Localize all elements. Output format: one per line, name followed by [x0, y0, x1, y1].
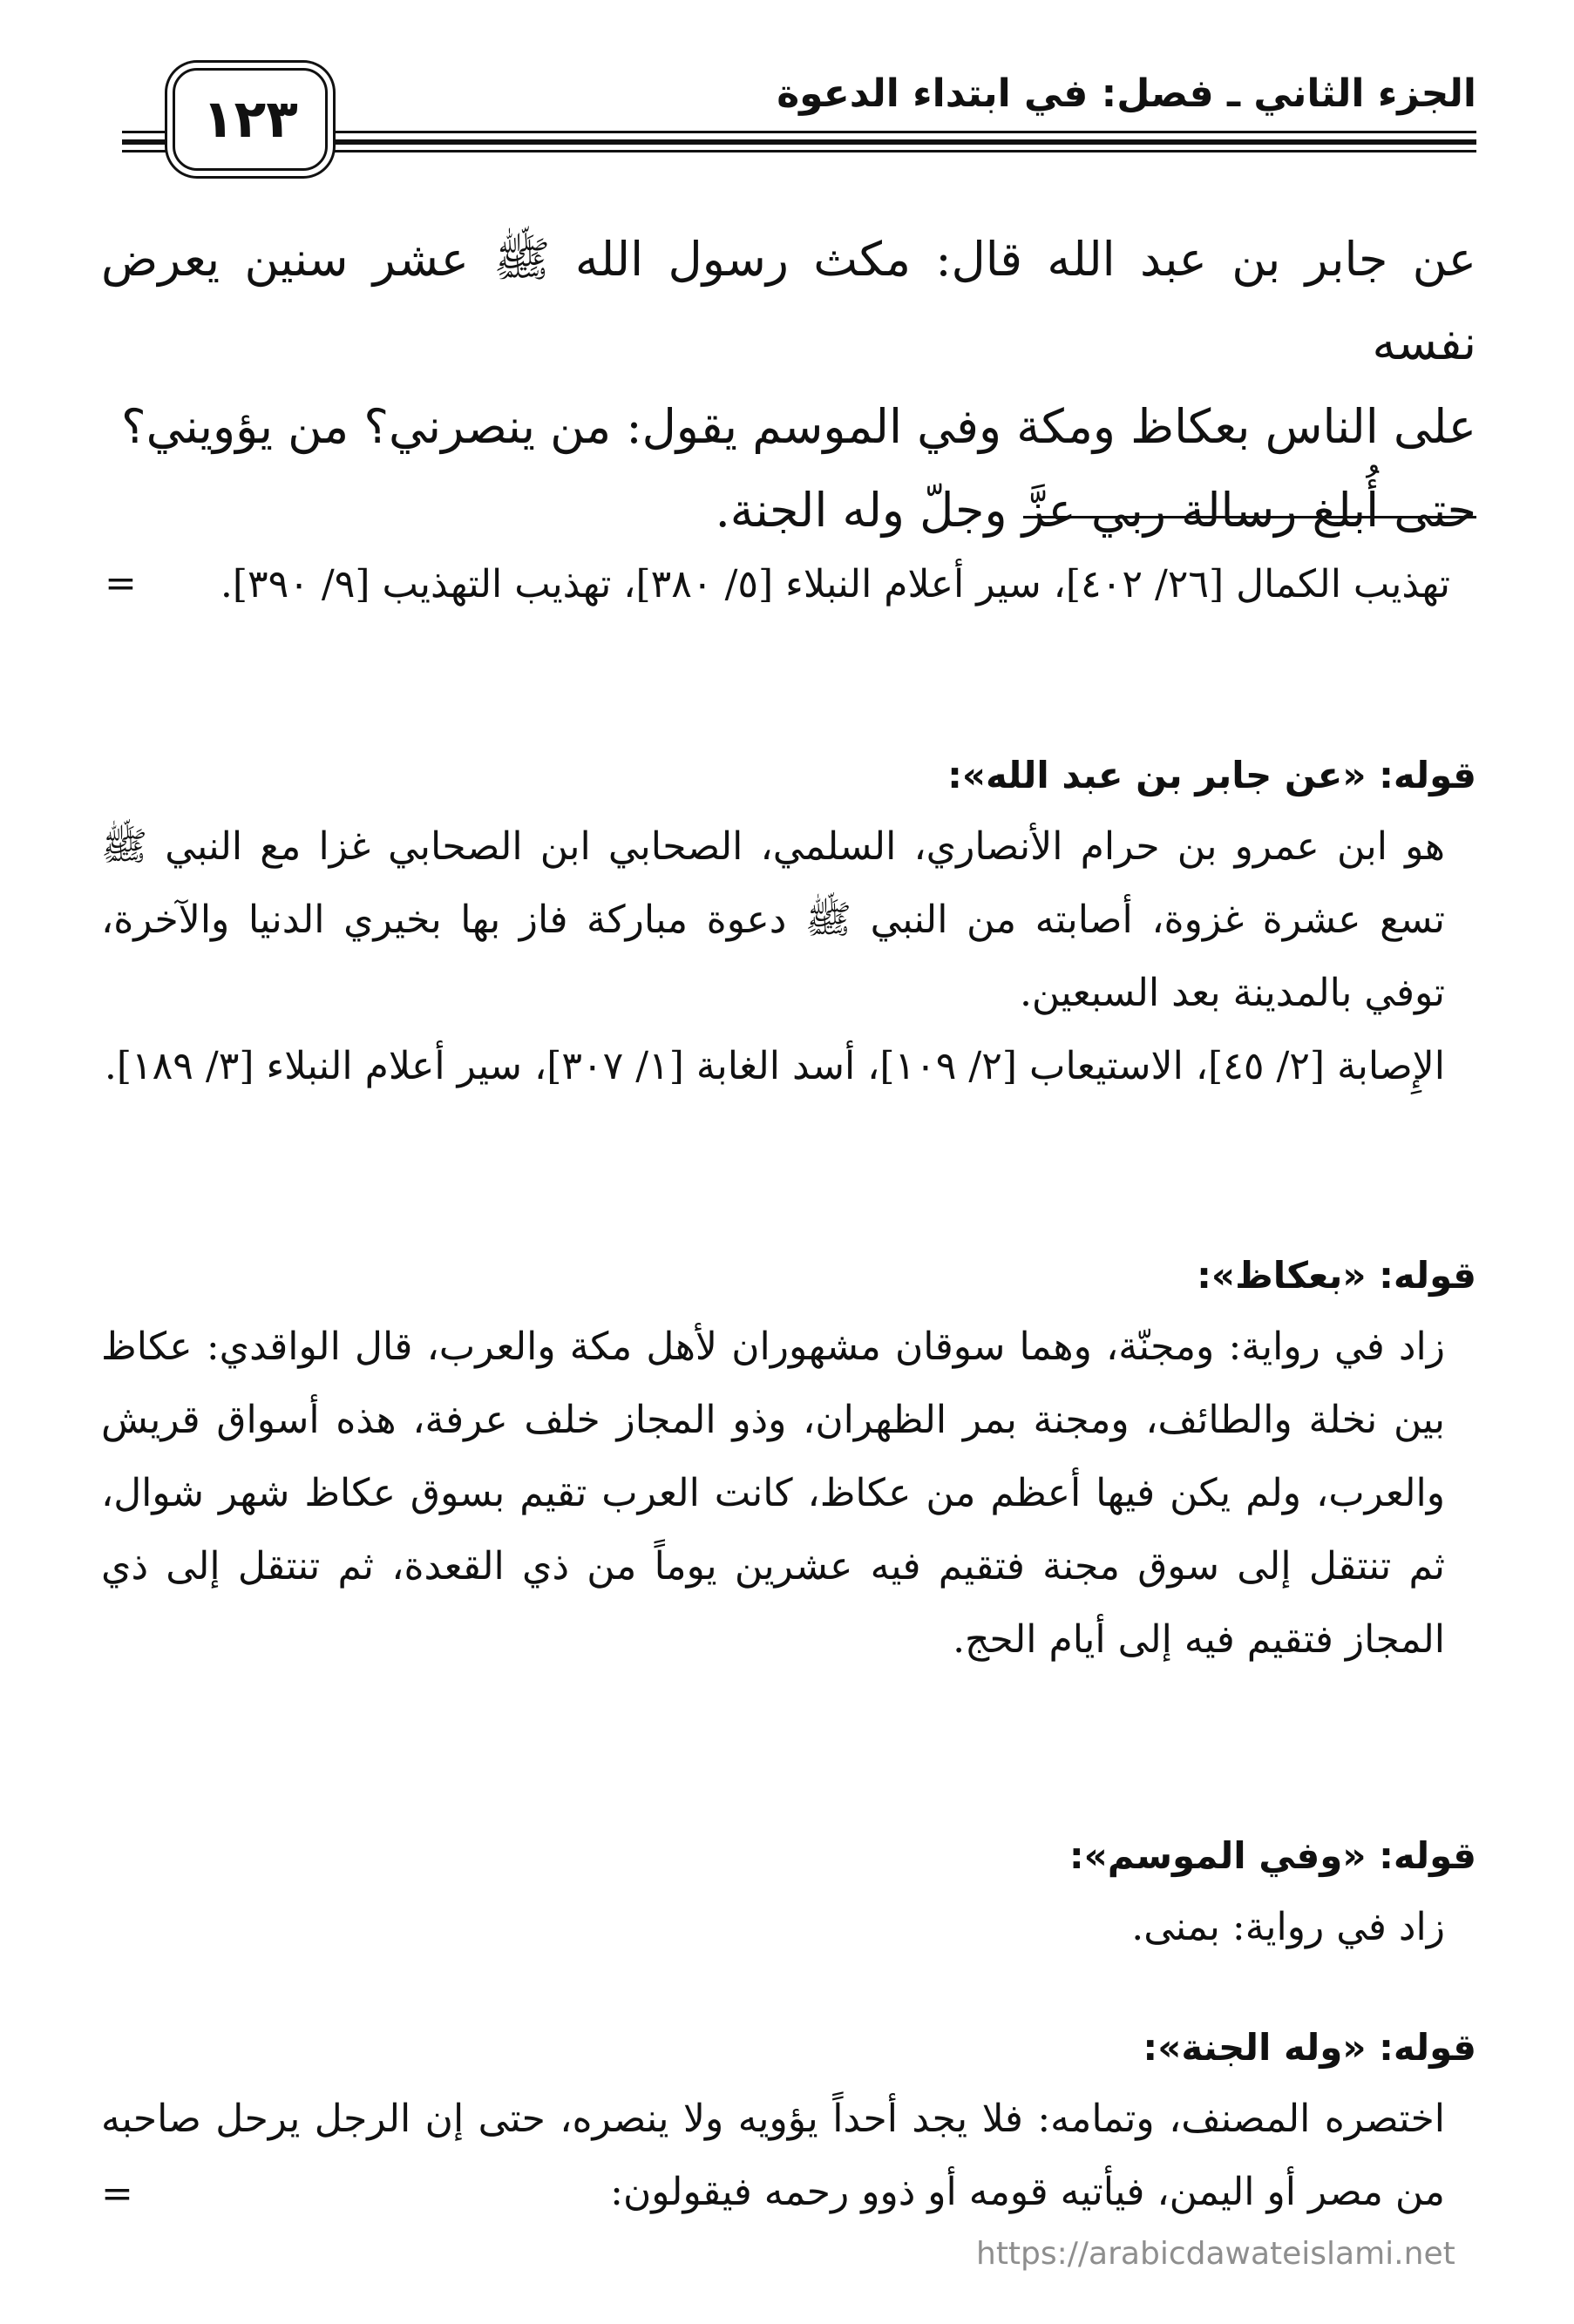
section-heading: قوله: «عن جابر بن عبد الله»:	[947, 754, 1476, 796]
page-continuation-mark: =	[101, 2172, 133, 2216]
hadith-text	[101, 218, 1476, 552]
hadith-line: على الناس بعكاظ ومكة وفي الموسم يقول: من ينصرني؟ من يؤويني؟	[121, 399, 1476, 454]
section-body	[101, 1311, 1476, 1677]
commentary-section-jabir	[101, 741, 1476, 1103]
commentary-section-janna	[101, 2013, 1476, 2229]
hadith-line: حتى أُبلغ رسالة ربي عزَّ وجلّ وله الجنة.	[715, 483, 1476, 538]
section-body	[101, 2083, 1476, 2229]
footnote-text: تهذيب الكمال [٢٦/ ٤٠٢]، سير أعلام النبلاء [٥/ ٣٨٠]، تهذيب التهذيب [٩/ ٣٩٠].	[220, 562, 1450, 606]
section-references: الإِصابة [٢/ ٤٥]، الاستيعاب [٢/ ١٠٩]، أسد الغابة [١/ ٣٠٧]، سير أعلام النبلاء [٣/ ١٨٩].	[104, 1044, 1445, 1088]
section-paragraph: زاد في رواية: ومجنّة، وهما سوقان مشهوران لأهل مكة والعرب، قال الواقدي: عكاظ بين نخلة والطائف، ومجنة بمر الظهران، وذو المجاز خلف عرفة، هذه أسواق قريش والعرب، ولم يكن فيها أعظم من عكاظ، كانت العرب تقيم بسوق عكاظ شهر شوال، ثم تنتقل إلى سوق مجنة فتقيم فيه عشرين يوماً من ذي القعدة، ثم تنتقل إلى ذي المجاز فتقيم فيه إلى أيام الحج.	[101, 1325, 1445, 1662]
footnote-separator	[1023, 516, 1476, 518]
section-paragraph: اختصره المصنف، وتمامه: فلا يجد أحداً يؤويه ولا ينصره، حتى إن الرجل يرحل صاحبه من مصر أو اليمن، فيأتيه قومه أو ذوو رحمه فيقولون:	[101, 2097, 1445, 2214]
running-title: الجزء الثاني ـ فصل: في ابتداء الدعوة	[777, 71, 1476, 116]
watermark-url: https://arabicdawateislami.net	[976, 2236, 1455, 2272]
section-paragraph: زاد في رواية: بمنى.	[1131, 1905, 1445, 1949]
commentary-section-okaz	[101, 1241, 1476, 1677]
page-number: ١٢٣	[173, 68, 328, 171]
section-body	[101, 810, 1476, 1103]
section-body	[101, 1891, 1476, 1964]
commentary-section-mawsim	[101, 1821, 1476, 1964]
section-heading: قوله: «وله الجنة»:	[1143, 2026, 1476, 2069]
hadith-line: عن جابر بن عبد الله قال: مكث رسول الله ﷺ عشر سنين يعرض نفسه	[101, 232, 1476, 370]
section-heading: قوله: «بعكاظ»:	[1197, 1254, 1476, 1297]
section-heading: قوله: «وفي الموسم»:	[1069, 1834, 1476, 1877]
footnote-continuation-mark: =	[105, 561, 137, 606]
section-paragraph: هو ابن عمرو بن حرام الأنصاري، السلمي، الصحابي ابن الصحابي غزا مع النبي ﷺ تسع عشرة غزوة، أصابته من النبي ﷺ دعوة مباركة فاز بها بخيري الدنيا والآخرة، توفي بالمدينة بعد السبعين.	[101, 824, 1445, 1015]
